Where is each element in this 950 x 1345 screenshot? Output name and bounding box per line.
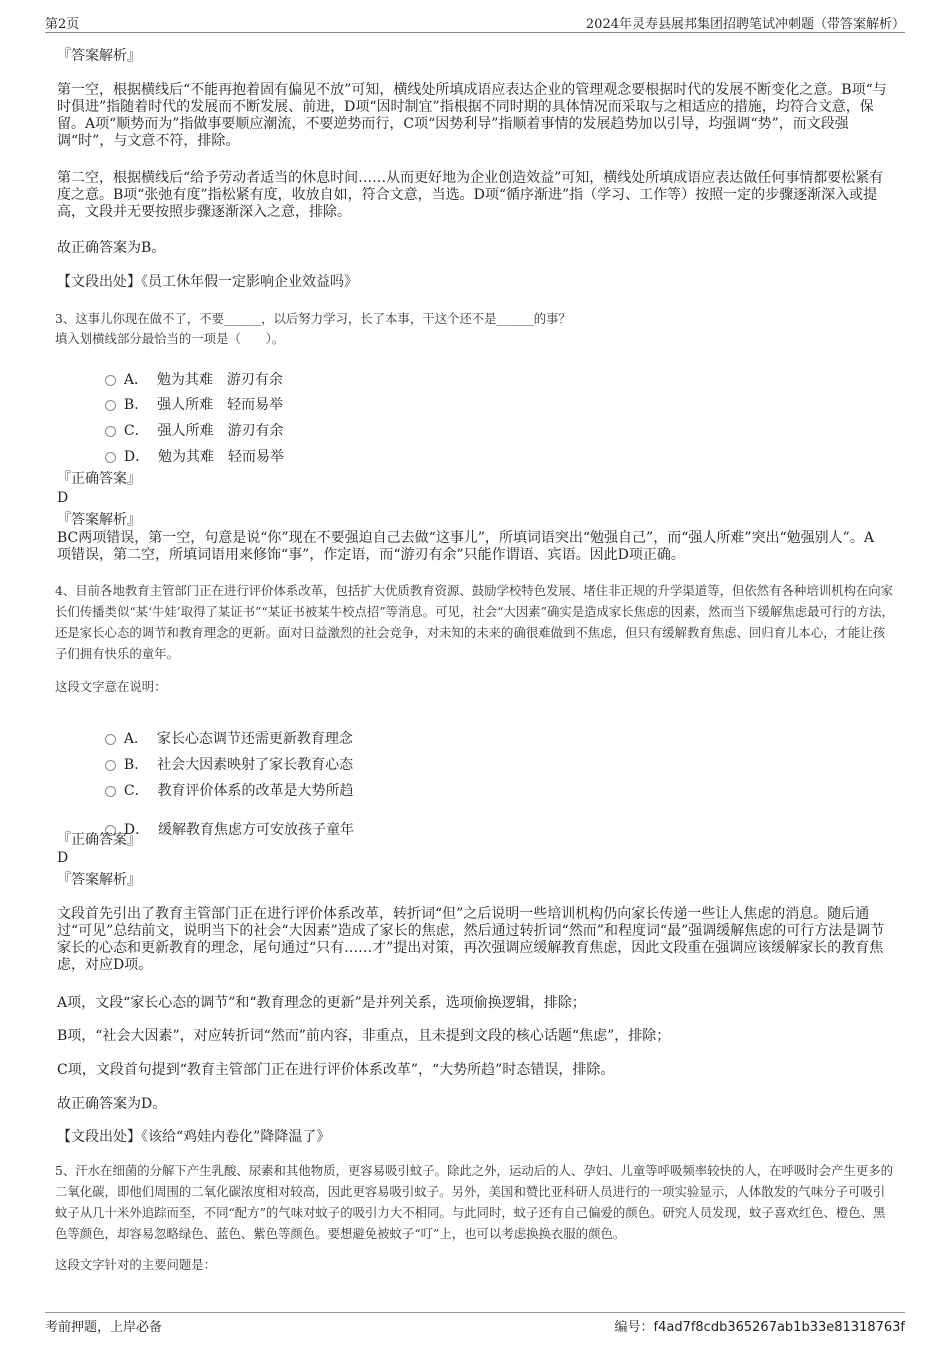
q2-source: 【文段出处】《员工休年假一定影响企业效益吗》 — [57, 274, 358, 290]
q4-option-c[interactable] — [96, 764, 354, 800]
option-label: B． 社会大因素映射了家长教育心态 — [123, 757, 354, 773]
q4-analysis-option-b: B项，“社会大因素”，对应转折词“然而”前内容，非重点，且未提到文段的核心话题“焦虑”，排除； — [57, 1028, 671, 1044]
option-label: A． 家长心态调节还需更新教育理念 — [123, 731, 353, 747]
radio-icon[interactable] — [105, 786, 116, 797]
page-header — [45, 10, 905, 33]
option-label: C． 教育评价体系的改革是大势所趋 — [123, 783, 354, 799]
footer-slogan: 考前押题，上岸必备 — [45, 1320, 163, 1335]
document-title: 2024年灵寿县展邦集团招聘笔试冲刺题（带答案解析） — [585, 17, 905, 32]
q3-analysis: BC两项错误，第一空，句意是说“你”现在不要强迫自己去做“这事儿”，所填词语突出“勉强自己”，而“强人所难”突出“勉强别人”。A项错误，第二空，所填词语用来修饰“事”，作定语，而“游刃有余”只能作谓语、宾语。因此D项正确。 — [57, 530, 874, 563]
q4-analysis-option-c: C项，文段首句提到“教育主管部门正在进行评价体系改革”，“大势所趋”时态错误，排除。 — [57, 1062, 615, 1078]
q2-analysis-paragraph-2: 第二空，根据横线后“给予劳动者适当的休息时间……从而更好地为企业创造效益”可知，横线处所填成语应表达做任何事情都要松紧有度之意。B项“张弛有度”指松紧有度，收放自如，符合文意，当选。D项“循序渐进”指（学习、工作等）按照一定的步骤逐渐深入或提高，文段并无要按照步骤逐渐深入之意，排除。 — [57, 170, 884, 220]
option-label: D． 勉为其难 轻而易举 — [123, 449, 285, 465]
page-footer — [45, 1312, 905, 1337]
option-label: A． 勉为其难 游刃有余 — [123, 372, 283, 388]
q2-analysis-label: 『答案解析』 — [57, 48, 141, 64]
q4-answer-label: 『正确答案』 — [57, 832, 141, 848]
q4-answer: D — [57, 850, 69, 866]
q4-stem: 4、目前各地教育主管部门正在进行评价体系改革，包括扩大优质教育资源、鼓励学校特色发展、堵住非正规的升学渠道等，但依然有各种培训机构在向家长们传播类似“某‘牛娃’取得了某证书”“某证书被某牛校点招”等消息。可见，社会“大因素”确实是造成家长焦虑的因素，然而当下缓解焦虑最可行的方法，还是家长心态的调节和教育理念的更新。面对日益激烈的社会竞争，对未知的未来的确很难做到不焦虑，但只有缓解教育焦虑、回归育儿本心，才能让孩子们拥有快乐的童年。 — [55, 583, 894, 661]
q3-option-d[interactable] — [96, 430, 284, 466]
q4-analysis-paragraph-1: 文段首先引出了教育主管部门正在进行评价体系改革，转折词“但”之后说明一些培训机构仍向家长传递一些让人焦虑的消息。随后通过“可见”总结前文，说明当下的社会“大因素”造成了家长的焦虑，然后通过转折词“然而”和程度词“最”强调缓解焦虑的可行方法是调节家长的心态和更新教育的理念，尾句通过“只有……才”提出对策，再次强调应缓解教育焦虑，因此文段重在强调应该缓解家长的教育焦虑，对应D项。 — [57, 906, 885, 973]
q2-conclusion: 故正确答案为B。 — [57, 240, 166, 256]
q3-answer-label: 『正确答案』 — [57, 471, 141, 487]
q4-prompt: 这段文字意在说明： — [55, 679, 167, 694]
radio-icon[interactable] — [105, 452, 116, 463]
q4-conclusion: 故正确答案为D。 — [57, 1096, 167, 1112]
option-label: B． 强人所难 轻而易举 — [123, 397, 284, 413]
q2-analysis-paragraph-1: 第一空，根据横线后“不能再抱着固有偏见不放”可知，横线处所填成语应表达企业的管理观念要根据时代的发展不断变化之意。B项“与时俱进”指随着时代的发展而不断发展、前进，D项“因时制宜”指根据不同时期的具体情况而采取与之相适应的措施，均符合文意，保留。A项“顺势而为”指做事要顺应潮流，不要逆势而行，C项“因势利导”指顺着事情的发展趋势加以引导，均强调“势”，而文段强调“时”，与文意不符，排除。 — [57, 82, 887, 149]
document-id: 编号：f4ad7f8cdb365267ab1b33e81318763f — [614, 1320, 905, 1335]
q4-analysis-option-a: A项，文段“家长心态的调节”和“教育理念的更新”是并列关系，选项偷换逻辑，排除； — [57, 995, 586, 1011]
q3-answer: D — [57, 490, 69, 506]
page-number: 第2页 — [45, 17, 80, 32]
q3-prompt: 填入划横线部分最恰当的一项是（ ）。 — [55, 331, 285, 346]
option-label: D． 缓解教育焦虑方可安放孩子童年 — [123, 822, 355, 838]
option-label: C． 强人所难 游刃有余 — [123, 423, 284, 439]
q4-source: 【文段出处】《该给“鸡娃内卷化”降降温了》 — [57, 1129, 331, 1145]
q5-prompt: 这段文字针对的主要问题是： — [55, 1257, 217, 1272]
q3-stem: 3、这事儿你现在做不了，不要______，以后努力学习，长了本事，干这个还不是______的事？ — [55, 311, 571, 326]
q4-analysis-label: 『答案解析』 — [57, 872, 141, 888]
q5-stem: 5、汗水在细菌的分解下产生乳酸、尿素和其他物质，更容易吸引蚊子。除此之外，运动后的人、孕妇、儿童等呼吸频率较快的人，在呼吸时会产生更多的二氧化碳，即他们周围的二氧化碳浓度相对较高，因此更容易吸引蚊子。另外，美国和赞比亚科研人员进行的一项实验显示，人体散发的气味分子可吸引蚊子从几十米外追踪而至，不同“配方”的气味对蚊子的吸引力大不相同。与此同时，蚊子还有自己偏爱的颜色。研究人员发现，蚊子喜欢红色、橙色、黑色等颜色，却容易忽略绿色、蓝色、紫色等颜色。要想避免被蚊子“叮”上，也可以考虑换换衣服的颜色。 — [55, 1163, 894, 1241]
q3-analysis-label: 『答案解析』 — [57, 512, 141, 528]
